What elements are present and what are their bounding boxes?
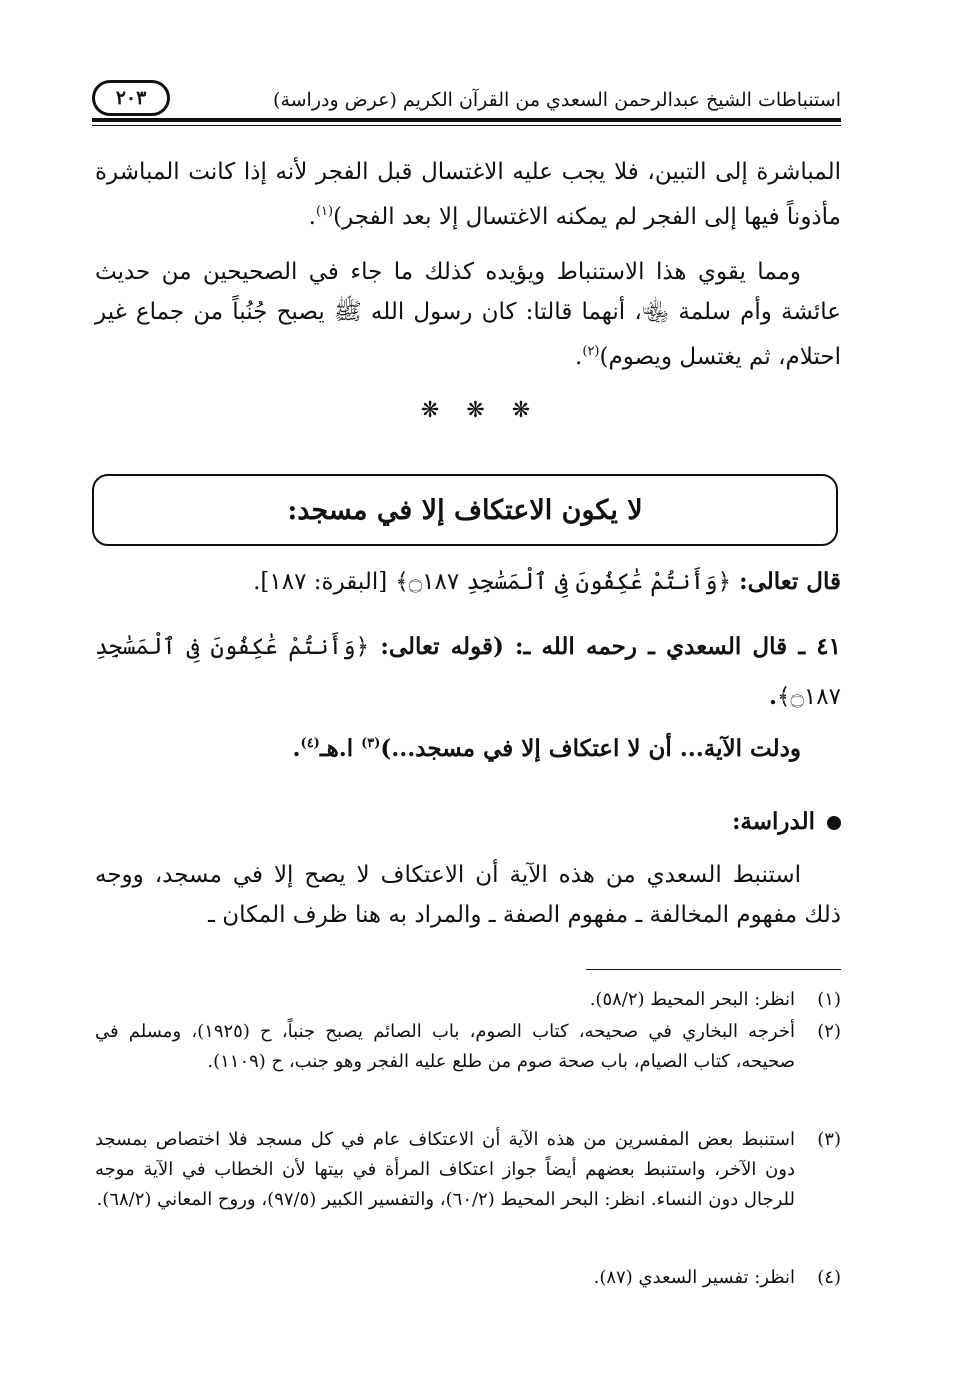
paragraph-text: ومما يقوي هذا الاستنباط ويؤيده كذلك ما جاء في الصحيحين من حديث عائشة وأم سلمة ﵄، أنهما قالتا: كان رسول الله ﷺ يصبح جُنُباً من جماع غير احتلام، ثم يغتسل ويصوم) (95, 259, 841, 370)
footnote-number: (٢) (817, 1021, 841, 1042)
footnote-text: أخرجه البخاري في صحيحه، كتاب الصوم، باب الصائم يصبح جنباً، ح (١٩٢٥)، ومسلم في صحيحه، كتاب الصيام، باب صحة صوم من طلع عليه الفجر وهو جنب، ح (١١٠٩). (95, 1021, 795, 1072)
verse-line (95, 560, 841, 604)
paragraph-end: . (308, 204, 316, 230)
running-header-title: استنباطات الشيخ عبدالرحمن السعدي من القرآن الكريم (عرض ودراسة) (273, 89, 841, 111)
item-intro: ٤١ ـ قال السعدي ـ رحمه الله ـ: (قوله تعالى: (380, 633, 842, 660)
paragraph-end: . (575, 344, 583, 370)
quran-verse: ﴿وَأَنتُمْ عَٰكِفُونَ فِى ٱلْمَسَٰجِدِ ۝١٨٧﴾ (395, 569, 732, 595)
footnote-ref: (٣) (361, 736, 381, 751)
footnote-number: (٣) (817, 1129, 841, 1150)
footnote-text: انظر: البحر المحيط (٥٨/٢). (589, 989, 795, 1010)
verse-intro: قال تعالى: (739, 568, 841, 595)
section-title: لا يكون الاعتكاف إلا في مسجد: (287, 494, 643, 526)
conclusion-text: ودلت الآية... أن لا اعتكاف إلا في مسجد...) (380, 735, 801, 762)
page-number-badge (92, 80, 170, 116)
footnote-number: (١) (817, 989, 841, 1010)
study-paragraph (95, 855, 841, 935)
footnote-2 (95, 1017, 841, 1077)
item-41-conclusion (95, 722, 841, 771)
paragraph-text: المباشرة إلى التبين، فلا يجب عليه الاغتسال قبل الفجر لأنه إذا كانت المباشرة مأذوناً فيها إلى الفجر لم يمكنه الاغتسال إلا بعد الفجر) (95, 159, 841, 230)
footnote-text: استنبط بعض المفسرين من هذه الآية أن الاعتكاف عام في كل مسجد فلا اختصاص بمسجد دون الآخر، واستنبط بعضهم أيضاً جواز اعتكاف المرأة في بيتها لأن الخطاب في الآية موجه للرجال دون النساء. انظر: البحر المحيط (٦٠/٢)، والتفسير الكبير (٩٧/٥)، وروح المعاني (٦٨/٢). (95, 1129, 795, 1210)
item-end: . (768, 683, 777, 710)
bullet-icon (827, 816, 841, 830)
footnote-text: انظر: تفسير السعدي (٨٧). (593, 1267, 795, 1288)
section-title-box (92, 474, 838, 546)
study-heading (732, 808, 841, 835)
footnote-number: (٤) (817, 1267, 841, 1288)
footnote-4 (95, 1263, 841, 1293)
footnote-3 (95, 1125, 841, 1215)
footnote-ref: (١) (315, 204, 334, 219)
footnote-separator (586, 969, 841, 970)
item-41 (95, 622, 841, 722)
paragraph-hadith (95, 252, 841, 377)
study-text: استنبط السعدي من هذه الآية أن الاعتكاف لا يصح إلا في مسجد، ووجه ذلك مفهوم المخالفة ـ مفهوم الصفة ـ والمراد به هنا ظرف المكان ـ (95, 862, 841, 928)
verse-citation: [البقرة: ١٨٧]. (253, 569, 388, 595)
section-ornament: ❋ ❋ ❋ (420, 398, 541, 423)
footnote-ref: (٤) (300, 736, 320, 751)
paragraph-continuation (95, 152, 841, 237)
header-rule-thick (92, 118, 841, 122)
header-rule-thin (92, 125, 841, 126)
page-number: ٢٠٣ (115, 87, 147, 109)
footnote-1 (95, 985, 841, 1015)
quran-verse: ﴿وَأَنتُمْ عَٰكِفُونَ فِى ٱلْمَسَٰجِدِ ۝١٨٧﴾ (95, 634, 841, 710)
ah-marker: ا.هـ (319, 735, 354, 762)
conclusion-end: . (292, 735, 301, 762)
footnote-ref: (٢) (582, 344, 600, 359)
study-heading-text: الدراسة: (731, 808, 815, 835)
